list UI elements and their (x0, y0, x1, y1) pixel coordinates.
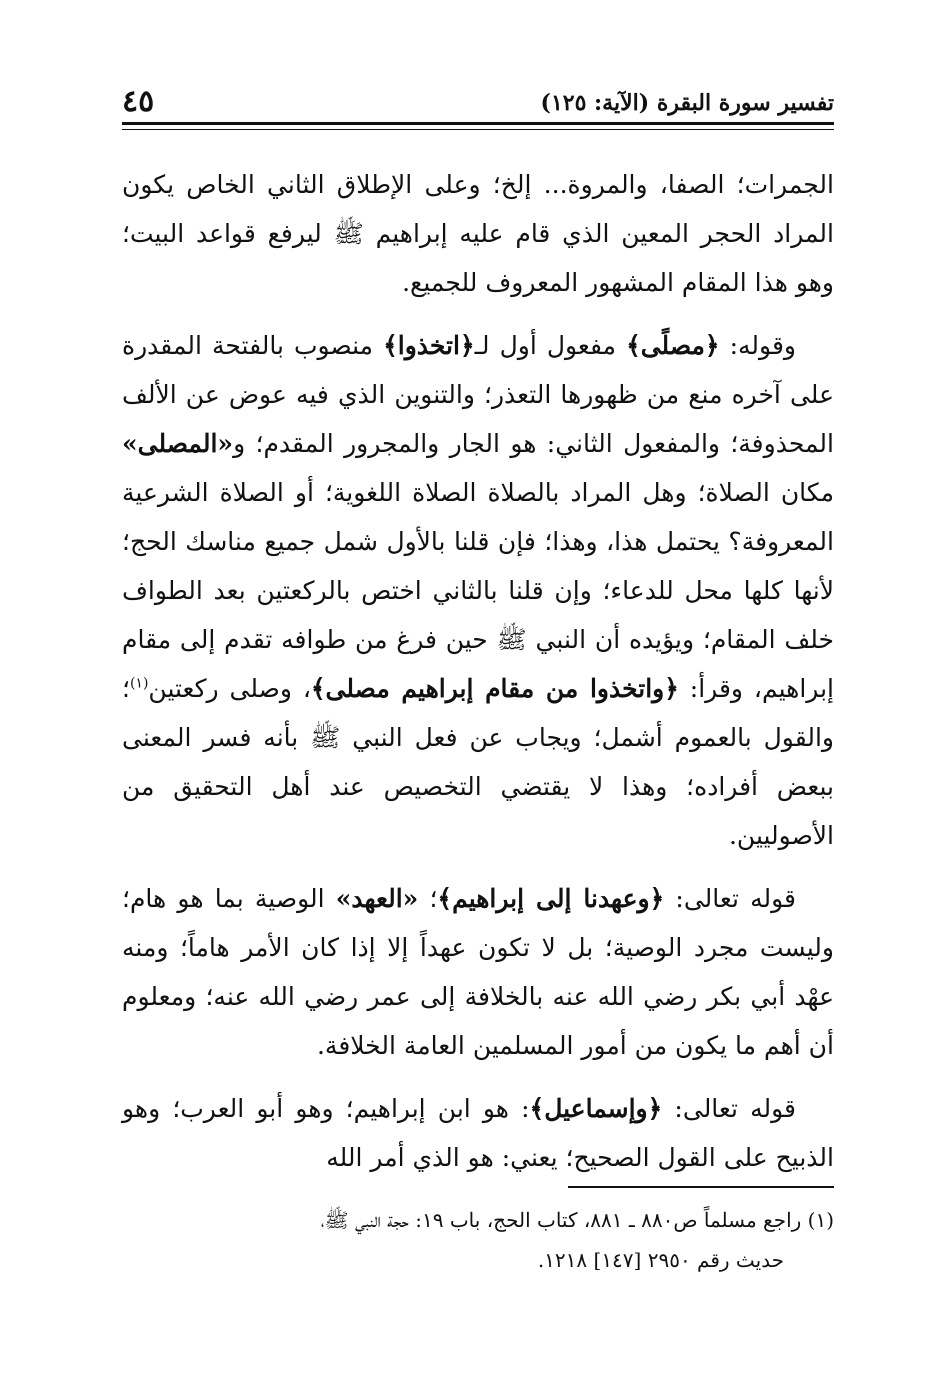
p2-text-d: مكان الصلاة؛ وهل المراد بالصلاة الصلاة اللغوية؛ أو الصلاة الشرعية المعروفة؟ يحتمل هذا، وهذا؛ فإن قلنا بالأول شمل جميع مناسك الحج؛ لأنها كلها محل للدعاء؛ وإن قلنا بالثاني اختص بالركعتين بعد الطواف خلف المقام؛ ويؤيده أن النبي ﷺ حين فرغ من طوافه تقدم إلى مقام إبراهيم، وقرأ: (122, 478, 834, 703)
page-number: ٤٥ (122, 84, 155, 119)
p3-text-a: قوله تعالى: (664, 884, 797, 913)
running-title: تفسير سورة البقرة (الآية: ١٢٥) (540, 90, 834, 116)
p2-text-c: منصوب بالفتحة المقدرة على آخره منع من ظهورها التعذر؛ والتنوين الذي فيه عوض عن الألف المحذوفة؛ والمفعول الثاني: هو الجار والمجرور المقدم؛ و (122, 331, 834, 458)
footnote-marker[interactable]: (١) (129, 675, 149, 692)
p3-quote-alahd: «العهد» (335, 884, 419, 913)
paragraph-4 (122, 1084, 834, 1182)
p2-quote-musalla: ﴿مصلًى﴾ (626, 331, 720, 360)
p3-text-c: الوصية بما هو هام؛ وليست مجرد الوصية؛ بل لا تكون عهداً إلا إذا كان الأمر هاماً؛ ومنه عهْد أبي بكر رضي الله عنه بالخلافة إلى عمر رضي الله عنه؛ ومعلوم أن أهم ما يكون من أمور المسلمين العامة الخلافة. (122, 884, 834, 1060)
p2-text-a: وقوله: (719, 331, 796, 360)
p2-quote-almusalla: «المصلى» (122, 429, 234, 458)
p2-quote-ittakhidhu: ﴿اتخذوا﴾ (383, 331, 475, 360)
footnote-separator (568, 1186, 834, 1188)
p2-text-e: ، وصلى ركعتين (148, 674, 311, 703)
page-header (122, 70, 834, 120)
body-text (122, 160, 834, 1196)
p3-quote-ahidna: ﴿وعهدنا إلى إبراهيم﴾ (437, 884, 665, 913)
p4-text-b: : هو ابن إبراهيم؛ وهو أبو العرب؛ وهو الذبيح على القول الصحيح؛ يعني: هو الذي أمر الله (122, 1094, 834, 1172)
p4-quote-ismail: ﴿وإسماعيل﴾ (529, 1094, 663, 1123)
paragraph-2 (122, 321, 834, 860)
footnotes (122, 1200, 834, 1280)
p2-text-f: ؛ والقول بالعموم أشمل؛ ويجاب عن فعل النبي ﷺ بأنه فسر المعنى ببعض أفراده؛ وهذا لا يقتضي التخصيص عند أهل التحقيق من الأصوليين. (122, 674, 834, 850)
footnote-1-line-1: (١) راجع مسلماً ص٨٨٠ ـ ٨٨١، كتاب الحج، باب ١٩: حجة النبي ﷺ، (320, 1208, 834, 1232)
paragraph-1: الجمرات؛ الصفا، والمروة... إلخ؛ وعلى الإطلاق الثاني الخاص يكون المراد الحجر المعين الذي قام عليه إبراهيم ﷺ ليرفع قواعد البيت؛ وهو هذا المقام المشهور المعروف للجميع. (122, 170, 834, 297)
paragraph-3 (122, 874, 834, 1070)
header-rule-thick (122, 122, 834, 125)
p2-quote-verse: ﴿واتخذوا من مقام إبراهيم مصلى﴾ (310, 674, 679, 703)
p3-text-b: ؛ (418, 884, 438, 913)
p4-text-a: قوله تعالى: (662, 1094, 796, 1123)
footnote-1-line-2: حديث رقم ٢٩٥٠ [١٤٧] ١٢١٨. (537, 1248, 784, 1272)
header-rule-thin (122, 129, 834, 130)
p2-text-b: مفعول أول لـ (474, 331, 627, 360)
